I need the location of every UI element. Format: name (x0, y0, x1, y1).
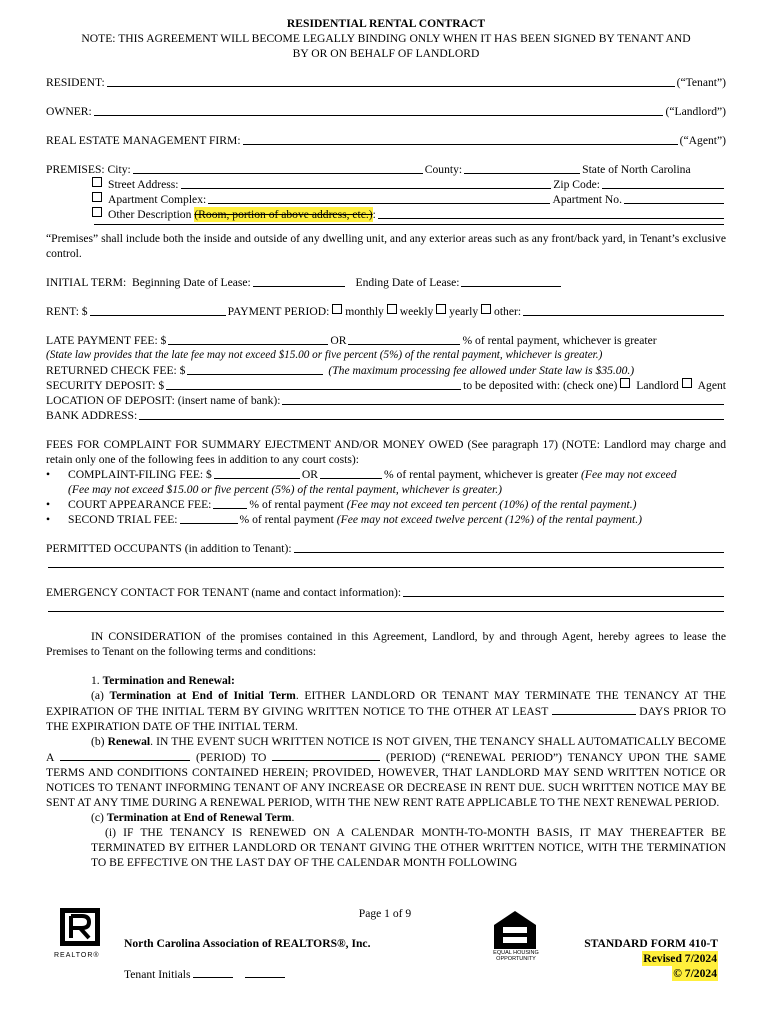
contract-page (46, 16, 726, 870)
owner-suffix: (“Landlord”) (665, 105, 726, 118)
clause-a-title: Termination at End of Initial Term (109, 689, 296, 702)
premises-definition: “Premises” shall include both the inside and outside of any dwelling unit, and any exterior areas such as any front/back yard, in Tenant’s exclusive control. (46, 232, 726, 260)
initial-term-row (46, 275, 726, 290)
period-field-1[interactable] (60, 749, 190, 761)
premises-city-row (46, 162, 726, 177)
bullet: • (46, 498, 51, 511)
complaint-fees-intro: FEES FOR COMPLAINT FOR SUMMARY EJECTMENT AND/OR MONEY OWED (See paragraph 17) (NOTE: Landlord may charge and retain only one of the following fees in addition to any court costs): (46, 438, 726, 466)
second-trial-note: (Fee may not exceed twelve percent (12%) of the rental payment.) (336, 513, 643, 526)
other-field[interactable] (378, 207, 724, 219)
other-struck-text: (Room, portion of above address, etc.) (194, 208, 373, 221)
yearly-label: yearly (449, 305, 479, 318)
complex-field[interactable] (208, 192, 550, 204)
other-description-cont (46, 224, 726, 231)
realtor-logo-text: REALTOR® (54, 952, 100, 959)
emergency-contact-row (46, 585, 726, 600)
yearly-checkbox[interactable] (436, 304, 446, 314)
binding-note-line2: BY OR ON BEHALF OF LANDLORD (292, 47, 480, 60)
late-fee-or: OR (330, 334, 347, 347)
court-appearance-field[interactable] (213, 497, 247, 509)
weekly-checkbox[interactable] (387, 304, 397, 314)
payment-period-label: PAYMENT PERIOD: (227, 305, 330, 318)
deposit-agent-checkbox[interactable] (682, 378, 692, 388)
monthly-label: monthly (345, 305, 384, 318)
late-fee-field[interactable] (168, 333, 328, 345)
street-field[interactable] (181, 177, 552, 189)
clause-b (46, 734, 726, 810)
deposit-agent-label: Agent (697, 379, 726, 392)
occupants-field-line2[interactable] (48, 567, 724, 568)
tenant-initials (124, 966, 285, 982)
document-title: RESIDENTIAL RENTAL CONTRACT (286, 17, 486, 30)
bullet: • (46, 513, 51, 526)
other-period-field[interactable] (523, 304, 724, 316)
period-field-2[interactable] (272, 749, 380, 761)
county-label: County: (424, 163, 463, 176)
owner-field[interactable] (94, 104, 664, 116)
street-label: Street Address: (108, 178, 179, 191)
equal-housing-text: EQUAL HOUSING OPPORTUNITY (493, 950, 539, 962)
late-fee-row (46, 333, 726, 348)
late-fee-note: (State law provides that the late fee may not exceed $15.00 or five percent (5%) of the rental payment, whichever is greater.) (46, 349, 603, 361)
deposit-location-field[interactable] (282, 393, 724, 405)
resident-row (46, 75, 726, 90)
other-period-label: other: (494, 305, 522, 318)
court-appearance-label: COURT APPEARANCE FEE: (68, 498, 212, 511)
begin-date-label: Beginning Date of Lease: (131, 276, 251, 289)
binding-note-line1: NOTE: THIS AGREEMENT WILL BECOME LEGALLY BINDING ONLY WHEN IT HAS BEEN SIGNED BY TENANT AND (81, 32, 691, 45)
court-appearance-item (46, 497, 726, 512)
complex-row (46, 192, 726, 207)
weekly-label: weekly (399, 305, 434, 318)
clause-b-text2: TENANCY UPON THE SAME TERMS AND CONDITIONS CONTAINED HEREIN; PROVIDED, HOWEVER, THAT LANDLORD MAY SEND WRITTEN NOTICE OR NOTICES TO TENANT INFORMING TENANT OF ANY INCREASE OR DECREASE IN RENT DUE. SUCH WRITTEN NOTICE MAY BE SENT AT ANY TIME DURING A RENEWAL PERIOD, WITH THE NEW RENT RATE APPLICABLE TO THE NEXT RENEWAL PERIOD. (46, 751, 726, 809)
other-description-row: Other Description (Room, portion of above address, etc.) : (46, 207, 726, 222)
occupants-field[interactable] (294, 541, 724, 553)
tenant-initials-label: Tenant Initials (124, 968, 191, 981)
deposit-with-label: to be deposited with: (check one) (463, 379, 618, 392)
state-label: State of North Carolina (582, 163, 691, 176)
consideration-paragraph: IN CONSIDERATION of the promises contained in this Agreement, Landlord, by and through Agent, hereby agrees to lease the Premises to Tenant on the following terms and conditions: (46, 630, 726, 658)
court-appearance-note: (Fee may not exceed ten percent (10%) of the rental payment.) (346, 498, 637, 511)
returned-check-row (46, 363, 726, 378)
security-deposit-row (46, 378, 726, 393)
complaint-filing-field[interactable] (214, 467, 300, 479)
resident-field[interactable] (107, 75, 675, 87)
deposit-landlord-checkbox[interactable] (620, 378, 630, 388)
revised-date: Revised 7/2024 (643, 952, 717, 965)
notice-days-field[interactable] (552, 703, 636, 715)
tenant-initials-field-2[interactable] (245, 966, 285, 978)
resident-label: RESIDENT: (46, 76, 105, 89)
rent-label: RENT: $ (46, 305, 88, 318)
emergency-contact-row-2 (46, 600, 726, 615)
city-field[interactable] (133, 162, 423, 174)
complaint-filing-or: OR (301, 468, 318, 481)
occupants-row-2 (46, 556, 726, 571)
page-footer (0, 906, 770, 1016)
period-label-1: (PERIOD) TO (195, 751, 267, 764)
complaint-filing-pct-field[interactable] (320, 467, 382, 479)
tenant-initials-field-1[interactable] (193, 966, 233, 978)
clause-c-title: Termination at End of Renewal Term (106, 811, 292, 824)
complaint-filing-pct-label: % of rental payment, whichever is greater (383, 468, 579, 481)
second-trial-item (46, 512, 726, 527)
complaint-filing-note-start: (Fee may not exceed (581, 468, 677, 481)
page-number: Page 1 of 9 (358, 907, 412, 920)
bank-address-row (46, 408, 726, 423)
form-number: STANDARD FORM 410-T (584, 937, 718, 950)
city-label: City: (107, 163, 131, 176)
occupants-label: PERMITTED OCCUPANTS (in addition to Tenant): (46, 542, 292, 555)
clause-c-i: (i) IF THE TENANCY IS RENEWED ON A CALENDAR MONTH-TO-MONTH BASIS, IT MAY THEREAFTER BE TERMINATED BY EITHER LANDLORD OR TENANT GIVING THE OTHER WRITTEN NOTICE, WITH THE TERMINATION TO BE EFFECTIVE ON THE LAST DAY OF THE CALENDAR MONTH FOLLOWING (91, 826, 726, 869)
complaint-filing-note: (Fee may not exceed $15.00 or five percent (5%) of the rental payment, whichever is greater.) (68, 483, 502, 496)
section-number: 1. (91, 674, 100, 687)
section-heading: Termination and Renewal: (102, 674, 235, 687)
security-deposit-field[interactable] (166, 378, 461, 390)
emergency-contact-field[interactable] (403, 585, 724, 597)
county-field[interactable] (464, 162, 580, 174)
second-trial-label: SECOND TRIAL FEE: (68, 513, 178, 526)
street-row (46, 177, 726, 192)
clause-a-text2: DAYS PRIOR TO THE EXPIRATION DATE OF THE INITIAL TERM. (46, 705, 727, 733)
occupants-row (46, 541, 726, 556)
apt-label: Apartment No. (552, 193, 622, 206)
period-label-2: (PERIOD) (“RENEWAL PERIOD”) (385, 751, 562, 764)
firm-row (46, 133, 726, 148)
emergency-contact-field-line2[interactable] (48, 611, 724, 612)
clause-b-text: . IN THE EVENT SUCH WRITTEN NOTICE IS NOT GIVEN, THE TENANCY SHALL AUTOMATICALLY BECOME A (46, 735, 726, 764)
zip-field[interactable] (602, 177, 724, 189)
deposit-location-row (46, 393, 726, 408)
street-checkbox[interactable] (92, 177, 102, 187)
bank-address-label: BANK ADDRESS: (46, 409, 138, 422)
returned-check-field[interactable] (187, 363, 323, 375)
other-field-line2[interactable] (94, 224, 724, 225)
rent-field[interactable] (90, 304, 226, 316)
emergency-contact-label: EMERGENCY CONTACT FOR TENANT (name and contact information): (46, 586, 402, 599)
clause-c-prefix: (c) (91, 811, 104, 824)
clause-b-prefix: (b) (91, 735, 105, 748)
association-name: North Carolina Association of REALTORS®, Inc. (124, 937, 371, 950)
zip-label: Zip Code: (553, 178, 600, 191)
resident-suffix: (“Tenant”) (676, 76, 726, 89)
bullet: • (46, 468, 51, 481)
firm-field[interactable] (243, 133, 678, 145)
late-fee-pct-field[interactable] (348, 333, 460, 345)
deposit-landlord-label: Landlord (636, 379, 679, 392)
returned-check-label: RETURNED CHECK FEE: $ (46, 364, 186, 377)
term-label: INITIAL TERM: (46, 276, 127, 289)
firm-suffix: (“Agent”) (679, 134, 726, 147)
deposit-location-label: LOCATION OF DEPOSIT: (insert name of bank): (46, 394, 281, 407)
clause-a-prefix: (a) (91, 689, 104, 702)
court-appearance-pct-label: % of rental payment (249, 498, 344, 511)
end-date-label: Ending Date of Lease: (355, 276, 460, 289)
other-label: Other Description (108, 208, 192, 221)
bank-address-field[interactable] (139, 408, 724, 420)
clause-b-title: Renewal (107, 735, 151, 748)
security-deposit-label: SECURITY DEPOSIT: $ (46, 379, 165, 392)
complex-checkbox[interactable] (92, 192, 102, 202)
second-trial-field[interactable] (180, 512, 238, 524)
late-fee-pct-label: % of rental payment, whichever is greater (462, 334, 657, 347)
complex-label: Apartment Complex: (108, 193, 207, 206)
late-fee-label: LATE PAYMENT FEE: $ (46, 334, 167, 347)
apt-field[interactable] (624, 192, 724, 204)
returned-check-note: (The maximum processing fee allowed under State law is $35.00.) (328, 364, 635, 377)
owner-label: OWNER: (46, 105, 92, 118)
firm-label: REAL ESTATE MANAGEMENT FIRM: (46, 134, 241, 147)
begin-date-field[interactable] (253, 275, 345, 287)
complaint-filing-label: COMPLAINT-FILING FEE: $ (68, 468, 212, 481)
clause-c: (c) Termination at End of Renewal Term. (91, 811, 295, 824)
owner-row (46, 104, 726, 119)
premises-label: PREMISES: (46, 163, 105, 176)
clause-a (46, 688, 726, 734)
other-checkbox[interactable] (92, 207, 102, 217)
other-period-checkbox[interactable] (481, 304, 491, 314)
copyright-date: © 7/2024 (673, 967, 717, 980)
monthly-checkbox[interactable] (332, 304, 342, 314)
section-1-heading (46, 673, 726, 688)
second-trial-pct-label: % of rental payment (239, 513, 334, 526)
end-date-field[interactable] (461, 275, 561, 287)
clause-a-text: . EITHER LANDLORD OR TENANT MAY TERMINATE THE TENANCY AT THE EXPIRATION OF THE INITIAL TERM BY GIVING WRITTEN NOTICE TO THE OTHER AT LEAST (46, 689, 726, 718)
rent-row (46, 304, 726, 319)
complaint-filing-item (46, 467, 726, 497)
